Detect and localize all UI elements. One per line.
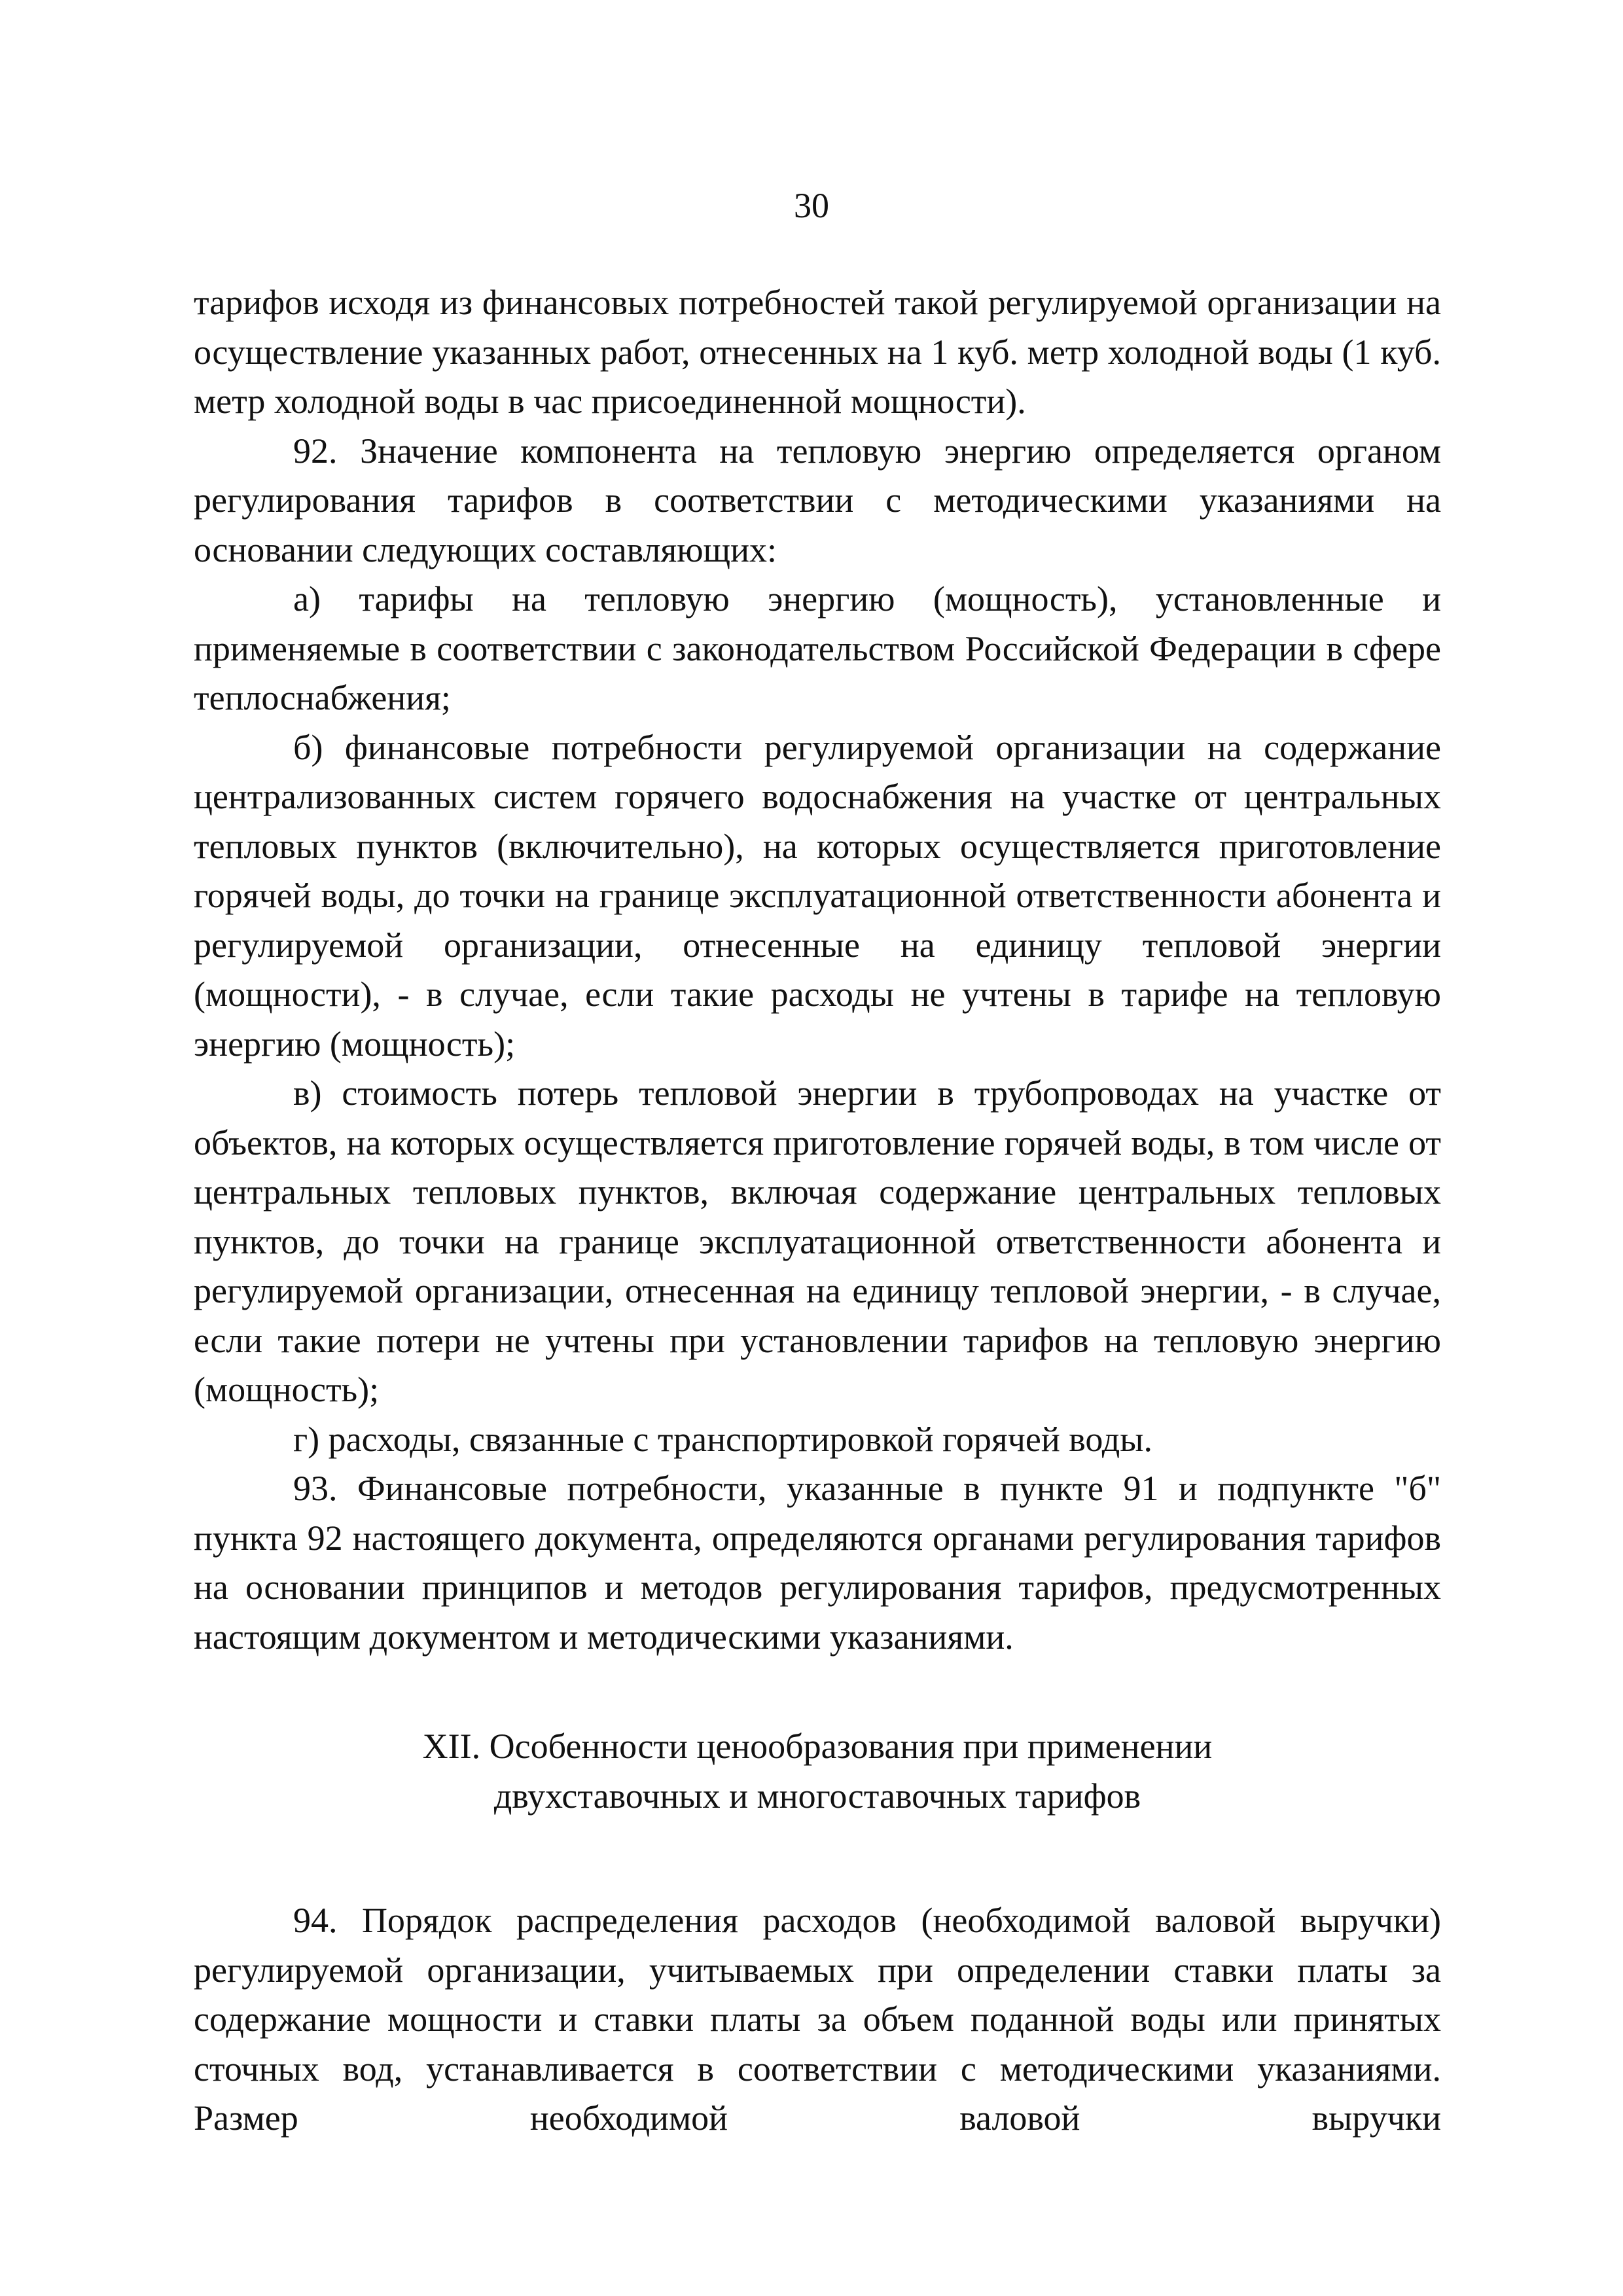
section-heading [194, 1722, 1441, 1821]
page-number: 30 [794, 186, 829, 225]
paragraph-92-b: б) финансовые потребности регулируемой организации на содержание централизованных систем горячего водоснабжения на участке от центральных тепловых пунктов (включительно), на которых осуществляется приготовление горячей воды, до точки на границе эксплуатационной ответственности абонента и регулируемой организации, отнесенные на единицу тепловой энергии (мощности), - в случае, если такие расходы не учтены в тарифе на тепловую энергию (мощность); [194, 727, 1441, 1064]
paragraph-92-g: г) расходы, связанные с транспортировкой горячей воды. [293, 1419, 1153, 1459]
paragraph-94: 94. Порядок распределения расходов (необходимой валовой выручки) регулируемой организации, учитываемых при определении ставки платы за содержание мощности и ставки платы за объем поданной воды или принятых сточных вод, устанавливается в соответствии с методическими указаниями. Размер необходимой валовой выручки [194, 1901, 1441, 2138]
document-body [194, 278, 1441, 2144]
paragraph-92-a: а) тарифы на тепловую энергию (мощность), установленные и применяемые в соответствии с законодательством Российской Федерации в сфере теплоснабжения; [194, 579, 1441, 717]
paragraph-92-v: в) стоимость потерь тепловой энергии в трубопроводах на участке от объектов, на которых осуществляется приготовление горячей воды, в том числе от центральных тепловых пунктов, включая содержание центральных тепловых пунктов, до точки на границе эксплуатационной ответственности абонента и регулируемой организации, отнесенная на единицу тепловой энергии, - в случае, если такие потери не учтены при установлении тарифов на тепловую энергию (мощность); [194, 1073, 1441, 1409]
section-heading-line-1: XII. Особенности ценообразования при применении [422, 1727, 1213, 1766]
paragraph-continuation: тарифов исходя из финансовых потребностей такой регулируемой организации на осуществление указанных работ, отнесенных на 1 куб. метр холодной воды (1 куб. метр холодной воды в час присоединенной мощности). [194, 283, 1441, 421]
paragraph-92: 92. Значение компонента на тепловую энергию определяется органом регулирования тарифов в соответствии с методическими указаниями на основании следующих составляющих: [194, 431, 1441, 569]
section-heading-line-2: двухставочных и многоставочных тарифов [493, 1776, 1141, 1816]
paragraph-93: 93. Финансовые потребности, указанные в пункте 91 и подпункте "б" пункта 92 настоящего документа, определяются органами регулирования тарифов на основании принципов и методов регулирования тарифов, предусмотренных настоящим документом и методическими указаниями. [194, 1469, 1441, 1657]
